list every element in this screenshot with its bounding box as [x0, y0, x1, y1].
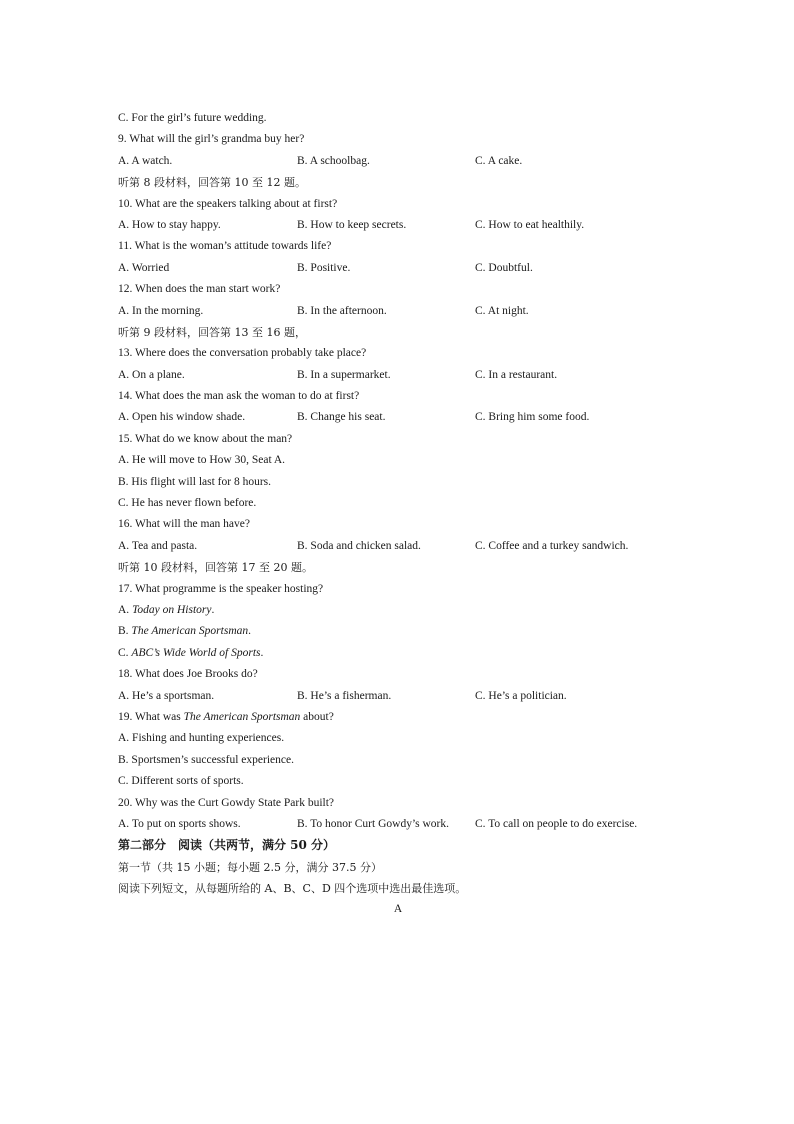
q11-option-c: C. Doubtful. — [475, 261, 533, 274]
q14-option-c: C. Bring him some food. — [475, 411, 590, 424]
question-18: 18. What does Joe Brooks do? — [118, 668, 258, 681]
q10-option-a: A. How to stay happy. — [118, 218, 221, 231]
question-20: 20. Why was the Curt Gowdy State Park built? — [118, 796, 335, 809]
q12-option-b: B. In the afternoon. — [297, 304, 387, 317]
q15-option-b: B. His flight will last for 8 hours. — [118, 475, 272, 488]
part-2-heading: 第二部分 阅读（共两节，满分 50 分） — [118, 838, 336, 853]
q18-option-a: A. He’s a sportsman. — [118, 689, 215, 702]
q11-option-b: B. Positive. — [297, 261, 351, 274]
q11-options — [118, 258, 678, 279]
section-8-heading: 听第 8 段材料，回答第 10 至 12 题。 — [118, 176, 306, 190]
q17-option-b: B. The American Sportsman. — [118, 625, 251, 638]
q18-option-b: B. He’s a fisherman. — [297, 689, 392, 702]
q17-option-a: A. Today on History. — [118, 603, 215, 616]
q16-options — [118, 536, 678, 557]
question-13: 13. Where does the conversation probably take place? — [118, 347, 367, 360]
q15-option-a: A. He will move to How 30, Seat A. — [118, 454, 286, 467]
q18-options — [118, 686, 678, 707]
passage-label: A — [393, 903, 403, 916]
q16-option-a: A. Tea and pasta. — [118, 539, 198, 552]
q10-option-b: B. How to keep secrets. — [297, 218, 407, 231]
q10-option-c: C. How to eat healthily. — [475, 218, 585, 231]
q11-option-a: A. Worried — [118, 261, 170, 274]
question-17: 17. What programme is the speaker hosting? — [118, 582, 324, 595]
question-10: 10. What are the speakers talking about at first? — [118, 197, 338, 210]
q20-option-c: C. To call on people to do exercise. — [475, 817, 638, 830]
q12-option-a: A. In the morning. — [118, 304, 204, 317]
q14-option-b: B. Change his seat. — [297, 411, 386, 424]
q8-option-c: C. For the girl’s future wedding. — [118, 112, 267, 124]
q20-option-b: B. To honor Curt Gowdy’s work. — [297, 817, 449, 830]
q19-option-c: C. Different sorts of sports. — [118, 775, 244, 788]
q17-option-c: C. ABC’s Wide World of Sports. — [118, 646, 264, 659]
q14-option-a: A. Open his window shade. — [118, 411, 246, 424]
question-15: 15. What do we know about the man? — [118, 432, 293, 445]
q20-options — [118, 814, 678, 835]
q9-options — [118, 151, 678, 172]
q10-options — [118, 215, 678, 236]
q14-options — [118, 407, 678, 428]
section-9-heading: 听第 9 段材料，回答第 13 至 16 题， — [118, 325, 306, 339]
q13-option-c: C. In a restaurant. — [475, 368, 558, 381]
q12-options — [118, 301, 678, 322]
q16-option-c: C. Coffee and a turkey sandwich. — [475, 539, 629, 552]
question-12: 12. When does the man start work? — [118, 283, 281, 296]
q15-option-c: C. He has never flown before. — [118, 497, 257, 510]
q9-option-c: C. A cake. — [475, 154, 523, 167]
q13-option-b: B. In a supermarket. — [297, 368, 391, 381]
q19-option-a: A. Fishing and hunting experiences. — [118, 732, 285, 745]
q16-option-b: B. Soda and chicken salad. — [297, 539, 421, 552]
exam-page — [118, 108, 678, 921]
question-16: 16. What will the man have? — [118, 518, 250, 531]
q19-option-b: B. Sportsmen’s successful experience. — [118, 753, 294, 766]
q9-option-a: A. A watch. — [118, 154, 173, 167]
q13-options — [118, 365, 678, 386]
question-14: 14. What does the man ask the woman to do at first? — [118, 390, 360, 403]
q18-option-c: C. He’s a politician. — [475, 689, 567, 702]
section-10-heading: 听第 10 段材料，回答第 17 至 20 题。 — [118, 561, 313, 575]
q13-option-a: A. On a plane. — [118, 368, 185, 381]
q20-option-a: A. To put on sports shows. — [118, 817, 241, 830]
question-19: 19. What was The American Sportsman about? — [118, 710, 334, 723]
question-11: 11. What is the woman’s attitude towards life? — [118, 240, 332, 253]
section-1-heading: 第一节（共 15 小题；每小题 2.5 分，满分 37.5 分） — [118, 860, 382, 874]
reading-instructions: 阅读下列短文，从每题所给的 A、B、C、D 四个选项中选出最佳选项。 — [118, 882, 467, 896]
q12-option-c: C. At night. — [475, 304, 529, 317]
q9-option-b: B. A schoolbag. — [297, 154, 370, 167]
question-9: 9. What will the girl’s grandma buy her? — [118, 133, 305, 146]
